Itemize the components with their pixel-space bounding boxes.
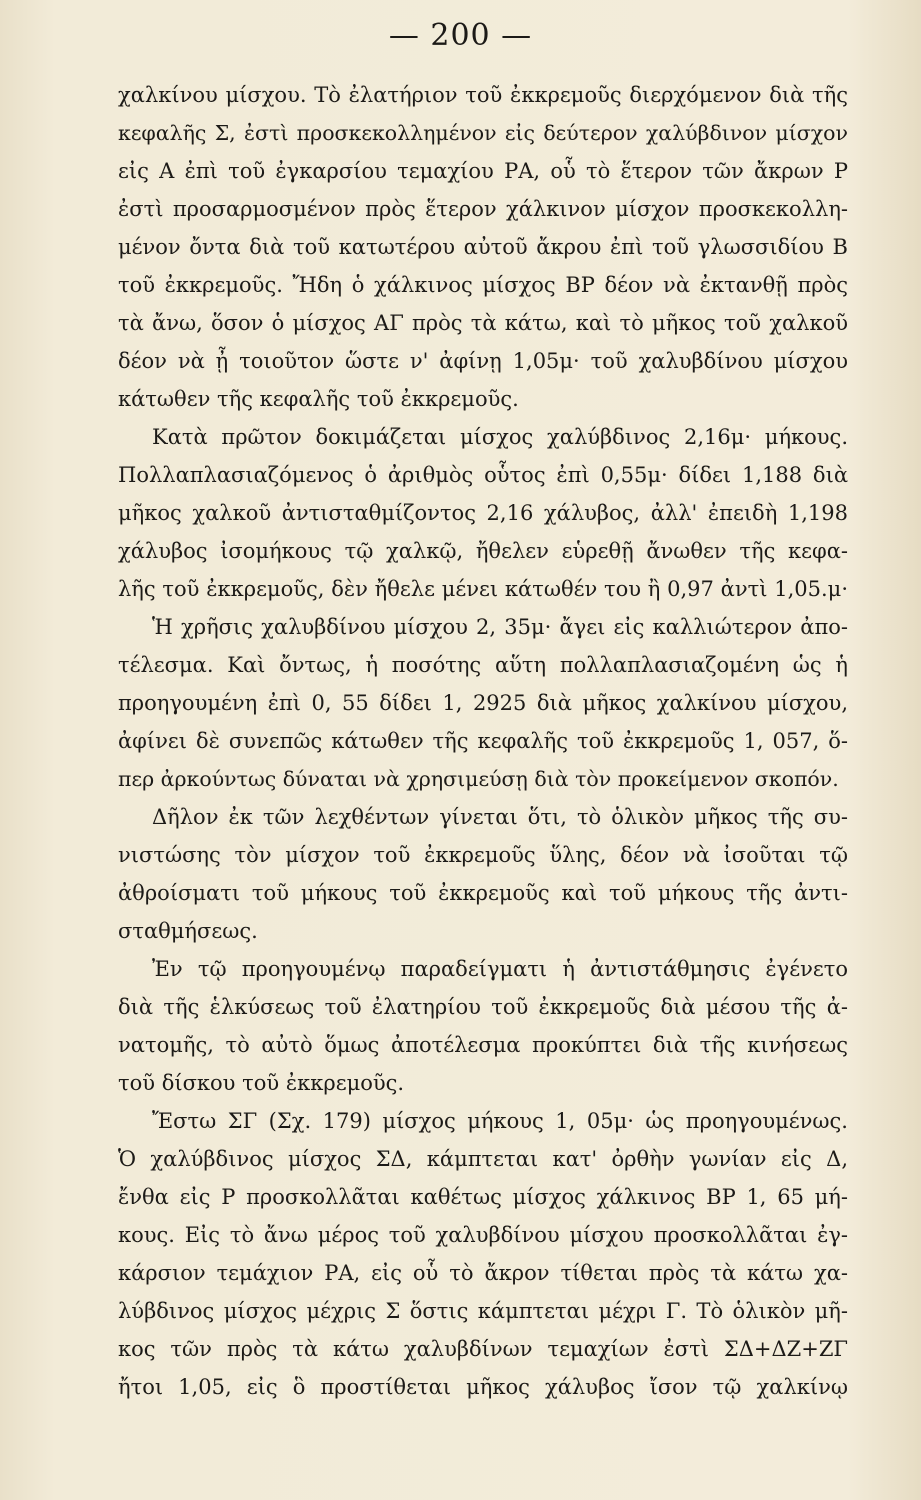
text-line: κάτωθεν τῆς κεφαλῆς τοῦ ἐκκρεμοῦς. [118, 387, 519, 411]
text-line: εἰς Α ἐπὶ τοῦ ἐγκαρσίου τεμαχίου ΡΑ, οὗ τὸ ἕτερον τῶν ἄκρων Ρ [118, 159, 848, 183]
text-line: μῆκος χαλκοῦ ἀντισταθμίζοντος 2,16 χάλυβος, ἀλλ' ἐπειδὴ 1,198 [118, 501, 848, 525]
text-line: τὰ ἄνω, ὅσον ὁ μίσχος ΑΓ πρὸς τὰ κάτω, καὶ τὸ μῆκος τοῦ χαλκοῦ [118, 311, 848, 335]
text-line: χάλυβος ἰσομήκους τῷ χαλκῷ, ἤθελεν εὑρεθῇ ἄνωθεν τῆς κεφα- [118, 539, 848, 563]
text-line: Κατὰ πρῶτον δοκιμάζεται μίσχος χαλύβδινος 2,16μ· μήκους. [152, 425, 848, 449]
text-line: νατομῆς, τὸ αὐτὸ ὅμως ἀποτέλεσμα προκύπτει διὰ τῆς κινήσεως [118, 1033, 848, 1057]
text-line: ἤτοι 1,05, εἰς ὃ προστίθεται μῆκος χάλυβος ἴσον τῷ χαλκίνῳ [118, 1375, 848, 1399]
text-line: τοῦ δίσκου τοῦ ἐκκρεμοῦς. [118, 1071, 405, 1095]
text-line: κάρσιον τεμάχιον ΡΑ, εἰς οὗ τὸ ἄκρον τίθεται πρὸς τὰ κάτω χα- [118, 1261, 848, 1285]
text-line: Δῆλον ἐκ τῶν λεχθέντων γίνεται ὅτι, τὸ ὁλικὸν μῆκος τῆς συ- [152, 805, 848, 829]
text-line: περ ἀρκούντως δύναται νὰ χρησιμεύσῃ διὰ τὸν προκείμενον σκοπόν. [118, 767, 839, 791]
text-line: ἔνθα εἰς Ρ προσκολλᾶται καθέτως μίσχος χάλκινος ΒΡ 1, 65 μή- [118, 1185, 848, 1209]
text-line: Ἐν τῷ προηγουμένῳ παραδείγματι ἡ ἀντιστάθμησις ἐγένετο [152, 957, 848, 981]
text-line: σταθμήσεως. [118, 919, 258, 943]
text-line: λύβδινος μίσχος μέχρις Σ ὅστις κάμπτεται μέχρι Γ. Τὸ ὁλικὸν μῆ- [118, 1299, 848, 1323]
text-line: δέον νὰ ᾖ τοιοῦτον ὥστε ν' ἀφίνῃ 1,05μ· τοῦ χαλυβδίνου μίσχου [118, 349, 848, 373]
text-line: τοῦ ἐκκρεμοῦς. Ἤδη ὁ χάλκινος μίσχος ΒΡ δέον νὰ ἐκτανθῇ πρὸς [118, 273, 848, 297]
text-line: προηγουμένη ἐπὶ 0, 55 δίδει 1, 2925 διὰ μῆκος χαλκίνου μίσχου, [118, 691, 848, 715]
text-line: ἀθροίσματι τοῦ μήκους τοῦ ἐκκρεμοῦς καὶ τοῦ μήκους τῆς ἀντι- [118, 881, 848, 905]
text-line: μένον ὄντα διὰ τοῦ κατωτέρου αὐτοῦ ἄκρου ἐπὶ τοῦ γλωσσιδίου Β [118, 235, 848, 259]
text-line: Πολλαπλασιαζόμενος ὁ ἀριθμὸς οὗτος ἐπὶ 0,55μ· δίδει 1,188 διὰ [118, 463, 848, 487]
text-line: Ἡ χρῆσις χαλυβδίνου μίσχου 2, 35μ· ἄγει εἰς καλλιώτερον ἀπο- [152, 615, 848, 639]
text-line: χαλκίνου μίσχου. Τὸ ἐλατήριον τοῦ ἐκκρεμοῦς διερχόμενον διὰ τῆς [118, 83, 848, 107]
text-line: ἐστὶ προσαρμοσμένον πρὸς ἕτερον χάλκινον μίσχον προσκεκολλη- [118, 197, 848, 221]
text-line: κεφαλῆς Σ, ἐστὶ προσκεκολλημένον εἰς δεύτερον χαλύβδινον μίσχον [118, 121, 848, 145]
text-line: Ἔστω ΣΓ (Σχ. 179) μίσχος μήκους 1, 05μ· ὡς προηγουμένως. [152, 1109, 848, 1133]
page-number-header: — 200 — [388, 18, 533, 53]
text-line: τέλεσμα. Καὶ ὄντως, ἡ ποσότης αὕτη πολλαπλασιαζομένη ὡς ἡ [118, 653, 848, 677]
text-line: νιστώσης τὸν μίσχον τοῦ ἐκκρεμοῦς ὕλης, δέον νὰ ἰσοῦται τῷ [118, 843, 848, 867]
text-line: Ὁ χαλύβδινος μίσχος ΣΔ, κάμπτεται κατ' ὀρθὴν γωνίαν εἰς Δ, [118, 1147, 848, 1171]
body-text [118, 76, 848, 1406]
text-line: κους. Εἰς τὸ ἄνω μέρος τοῦ χαλυβδίνου μίσχου προσκολλᾶται ἐγ- [118, 1223, 848, 1247]
text-line: κος τῶν πρὸς τὰ κάτω χαλυβδίνων τεμαχίων ἐστὶ ΣΔ+ΔΖ+ΖΓ [118, 1337, 848, 1361]
text-line: λῆς τοῦ ἐκκρεμοῦς, δὲν ἤθελε μένει κάτωθέν του ἢ 0,97 ἀντὶ 1,05.μ· [118, 577, 848, 601]
text-line: ἀφίνει δὲ συνεπῶς κάτωθεν τῆς κεφαλῆς τοῦ ἐκκρεμοῦς 1, 057, ὅ- [118, 729, 848, 753]
text-line: διὰ τῆς ἑλκύσεως τοῦ ἐλατηρίου τοῦ ἐκκρεμοῦς διὰ μέσου τῆς ἀ- [118, 995, 848, 1019]
